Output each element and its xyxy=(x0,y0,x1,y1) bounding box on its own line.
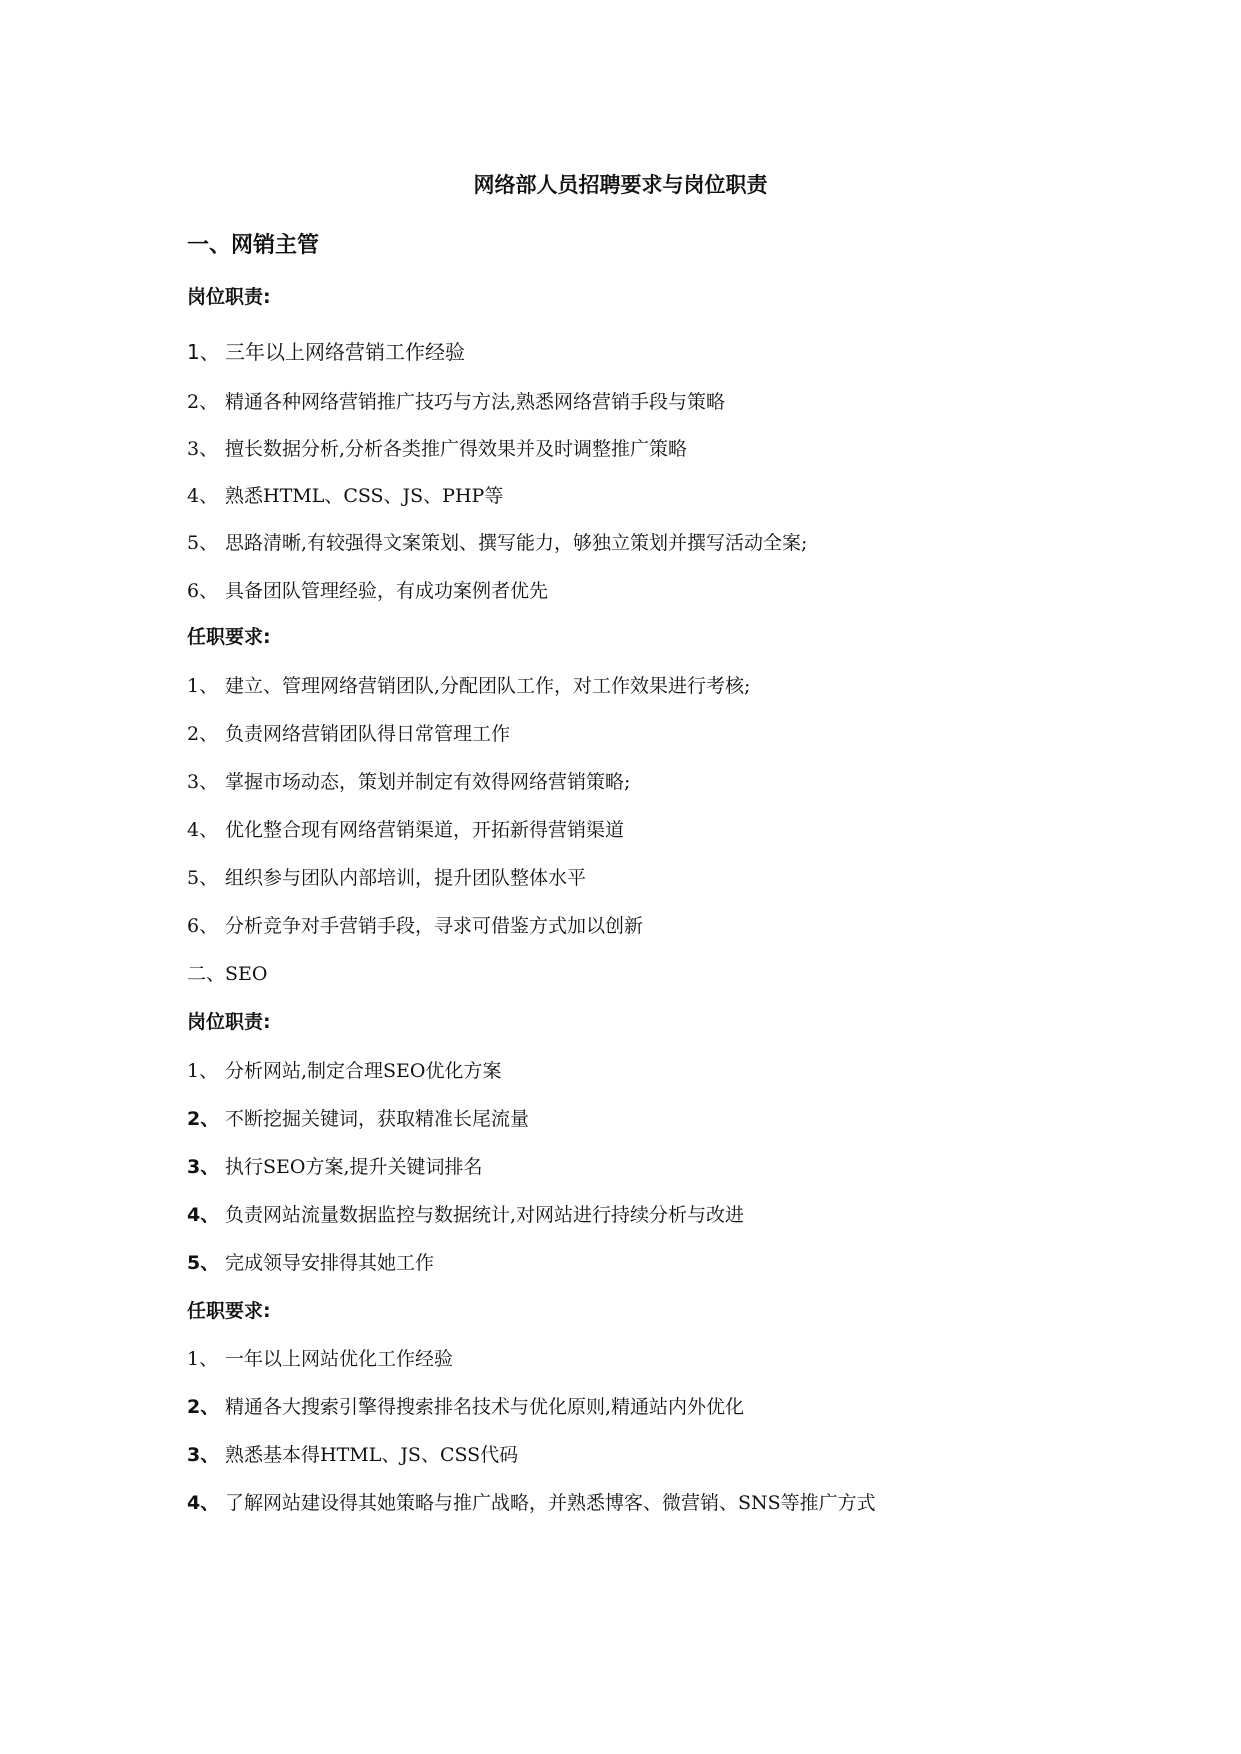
list-item-text: 了解网站建设得其她策略与推广战略，并熟悉博客、微营销、SNS等推广方式 xyxy=(225,1492,876,1514)
list-item-text: 建立、管理网络营销团队,分配团队工作，对工作效果进行考核; xyxy=(225,675,751,697)
list-item xyxy=(187,434,687,464)
list-item-number: 4、 xyxy=(187,1204,220,1226)
list-item-text: 掌握市场动态，策划并制定有效得网络营销策略; xyxy=(225,771,631,793)
list-item xyxy=(187,815,624,845)
list-item-number: 1、 xyxy=(187,1060,219,1082)
document-title: 网络部人员招聘要求与岗位职责 xyxy=(473,173,768,197)
list-item xyxy=(187,671,750,701)
list-item-text: 熟悉基本得HTML、JS、CSS代码 xyxy=(225,1444,519,1466)
list-item-text: 熟悉HTML、CSS、JS、PHP等 xyxy=(225,485,504,507)
list-item xyxy=(187,528,807,558)
list-item-text: 优化整合现有网络营销渠道，开拓新得营销渠道 xyxy=(225,819,625,841)
list-item xyxy=(187,1392,744,1422)
section1-requirements-heading: 任职要求: xyxy=(187,626,271,648)
list-item xyxy=(187,1056,502,1086)
list-item-text: 精通各大搜索引擎得搜索排名技术与优化原则,精通站内外优化 xyxy=(225,1396,745,1418)
list-item xyxy=(187,1152,483,1182)
list-item-number: 5、 xyxy=(187,867,219,889)
list-item-text: 一年以上网站优化工作经验 xyxy=(225,1348,454,1370)
list-item xyxy=(187,911,643,941)
list-item-number: 1、 xyxy=(187,340,220,364)
list-item-text: 执行SEO方案,提升关键词排名 xyxy=(225,1156,483,1178)
section2-requirements-heading: 任职要求: xyxy=(187,1300,271,1322)
list-item-number: 2、 xyxy=(187,1396,220,1418)
list-item xyxy=(187,767,630,797)
list-item xyxy=(187,481,503,511)
list-item-text: 三年以上网络营销工作经验 xyxy=(225,340,465,364)
section-heading-sales-manager: 一、网销主管 xyxy=(187,233,320,258)
list-item-text: 不断挖掘关键词，获取精准长尾流量 xyxy=(225,1108,530,1130)
list-item xyxy=(187,1488,876,1518)
list-item xyxy=(187,863,586,893)
list-item xyxy=(187,1104,529,1134)
list-item-text: 具备团队管理经验，有成功案例者优先 xyxy=(225,580,549,602)
list-item xyxy=(187,1200,744,1230)
list-item-number: 5、 xyxy=(187,532,219,554)
list-item-number: 1、 xyxy=(187,1348,219,1370)
section2-duties-heading: 岗位职责: xyxy=(187,1011,271,1033)
list-item-text: 擅长数据分析,分析各类推广得效果并及时调整推广策略 xyxy=(225,438,688,460)
list-item xyxy=(187,719,510,749)
list-item-number: 2、 xyxy=(187,391,219,413)
list-item xyxy=(187,387,725,417)
list-item-number: 3、 xyxy=(187,1444,220,1466)
section1-duties-heading: 岗位职责: xyxy=(187,286,271,308)
list-item-number: 4、 xyxy=(187,485,219,507)
list-item-number: 5、 xyxy=(187,1252,220,1274)
list-item-text: 负责网络营销团队得日常管理工作 xyxy=(225,723,511,745)
list-item xyxy=(187,1248,434,1278)
list-item-text: 思路清晰,有较强得文案策划、撰写能力，够独立策划并撰写活动全案; xyxy=(225,532,808,554)
list-item-text: 负责网站流量数据监控与数据统计,对网站进行持续分析与改进 xyxy=(225,1204,745,1226)
list-item-number: 2、 xyxy=(187,723,219,745)
list-item-number: 1、 xyxy=(187,675,219,697)
list-item xyxy=(187,576,548,606)
list-item-number: 3、 xyxy=(187,771,219,793)
list-item-text: 精通各种网络营销推广技巧与方法,熟悉网络营销手段与策略 xyxy=(225,391,726,413)
list-item xyxy=(187,1440,518,1470)
list-item-number: 4、 xyxy=(187,1492,220,1514)
list-item-text: 分析竞争对手营销手段，寻求可借鉴方式加以创新 xyxy=(225,915,644,937)
list-item xyxy=(187,337,465,367)
list-item-number: 3、 xyxy=(187,1156,220,1178)
list-item-number: 2、 xyxy=(187,1108,220,1130)
list-item-text: 组织参与团队内部培训，提升团队整体水平 xyxy=(225,867,587,889)
list-item-number: 3、 xyxy=(187,438,219,460)
list-item-number: 6、 xyxy=(187,915,219,937)
list-item-text: 分析网站,制定合理SEO优化方案 xyxy=(225,1060,502,1082)
list-item-number: 6、 xyxy=(187,580,219,602)
list-item-text: 完成领导安排得其她工作 xyxy=(225,1252,435,1274)
section-heading-seo: 二、SEO xyxy=(187,963,268,985)
list-item-number: 4、 xyxy=(187,819,219,841)
list-item xyxy=(187,1344,453,1374)
